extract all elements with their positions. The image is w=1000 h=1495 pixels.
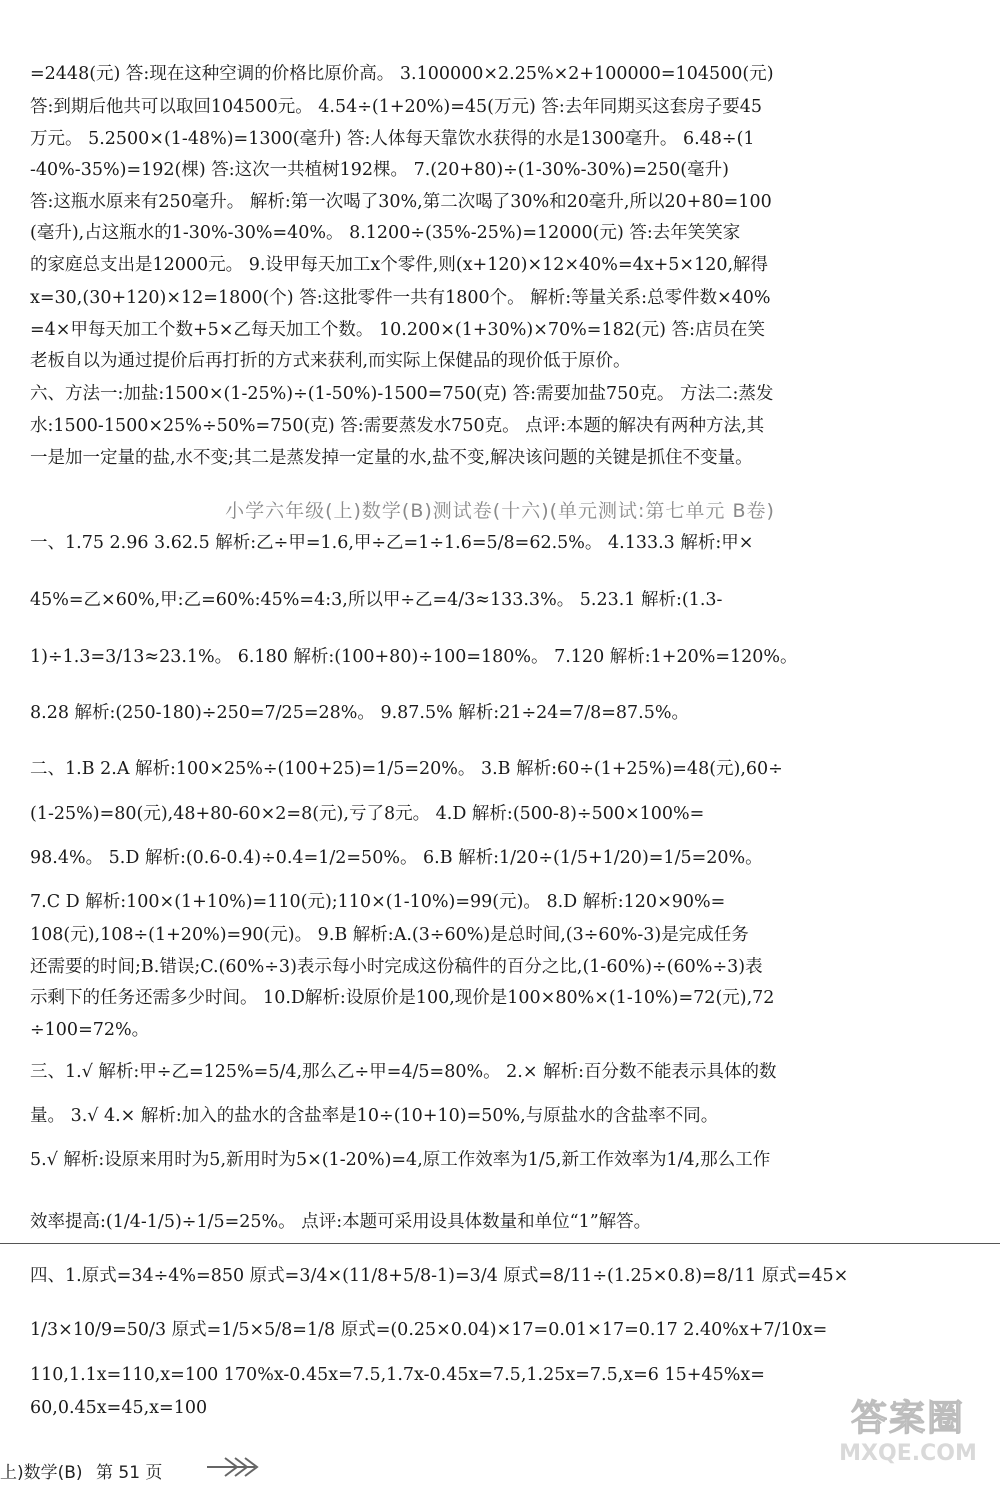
text-line: 5.√ 解析:设原来用时为5,新用时为5×(1-20%)=4,原工作效率为1/5,新工作效率为1/4,那么工作 [30,1150,771,1170]
text-line: 一是加一定量的盐,水不变;其二是蒸发掉一定量的水,盐不变,解决该问题的关键是抓住不变量。 [30,448,753,468]
text-line: 答:到期后他共可以取回104500元。 4.54÷(1+20%)=45(万元) 答:去年同期买这套房子要45 [30,97,763,117]
text-line: 水:1500-1500×25%÷50%=750(克) 答:需要蒸发水750克。 点评:本题的解决有两种方法,其 [30,416,765,436]
page-footer [0,1458,162,1483]
text-line: 60,0.45x=45,x=100 [30,1398,208,1418]
watermark-text: 答案圈 [850,1398,965,1439]
text-line: 108(元),108÷(1+20%)=90(元)。 9.B 解析:A.(3÷60%)是总时间,(3÷60%-3)是完成任务 [30,925,749,945]
text-line: 的家庭总支出是12000元。 9.设甲每天加工x个零件,则(x+120)×12×40%=4x+5×120,解得 [30,255,769,275]
text-line: 答:这瓶水原来有250毫升。 解析:第一次喝了30%,第二次喝了30%和20毫升,所以20+80=100 [30,192,772,212]
text-line: 二、1.B 2.A 解析:100×25%÷(100+25)=1/5=20%。 3.B 解析:60÷(1+25%)=48(元),60÷ [30,759,783,779]
text-line: 效率提高:(1/4-1/5)÷1/5=25%。 点评:本题可采用设具体数量和单位“1”解答。 [30,1212,652,1232]
divider [0,1243,1000,1244]
footer-subject: 上)数学(B) [0,1463,83,1483]
text-line: 110,1.1x=110,x=100 170%x-0.45x=7.5,1.7x-0.45x=7.5,1.25x=7.5,x=6 15+45%x= [30,1365,765,1385]
arrow-decoration-icon [205,1452,265,1482]
watermark-url: MXQE.COM [839,1441,977,1466]
text-line: (1-25%)=80(元),48+80-60×2=8(元),亏了8元。 4.D 解析:(500-8)÷500×100%= [30,804,705,824]
text-line: 一、1.75 2.96 3.62.5 解析:乙÷甲=1.6,甲÷乙=1÷1.6=5/8=62.5%。 4.133.3 解析:甲× [30,533,754,553]
text-line: 老板自以为通过提价后再打折的方式来获利,而实际上保健品的现价低于原价。 [30,351,631,371]
text-line: x=30,(30+120)×12=1800(个) 答:这批零件一共有1800个。 解析:等量关系:总零件数×40% [30,288,771,308]
text-line: 还需要的时间;B.错误;C.(60%÷3)表示每小时完成这份稿件的百分之比,(1-60%)÷(60%÷3)表 [30,957,763,977]
text-line: 六、方法一:加盐:1500×(1-25%)÷(1-50%)-1500=750(克) 答:需要加盐750克。 方法二:蒸发 [30,384,774,404]
text-line: 量。 3.√ 4.× 解析:加入的盐水的含盐率是10÷(10+10)=50%,与原盐水的含盐率不同。 [30,1106,719,1126]
text-line: 示剩下的任务还需多少时间。 10.D解析:设原价是100,现价是100×80%×(1-10%)=72(元),72 [30,988,775,1008]
text-line: 三、1.√ 解析:甲÷乙=125%=5/4,那么乙÷甲=4/5=80%。 2.× 解析:百分数不能表示具体的数 [30,1062,777,1082]
text-line: ÷100=72%。 [30,1020,150,1040]
text-line: (毫升),占这瓶水的1-30%-30%=40%。 8.1200÷(35%-25%)=12000(元) 答:去年笑笑家 [30,223,741,243]
text-line: 万元。 5.2500×(1-48%)=1300(毫升) 答:人体每天靠饮水获得的水是1300毫升。 6.48÷(1 [30,129,755,149]
text-line: 98.4%。 5.D 解析:(0.6-0.4)÷0.4=1/2=50%。 6.B 解析:1/20÷(1/5+1/20)=1/5=20%。 [30,848,763,868]
page-number: 第 51 页 [95,1463,163,1483]
section-title: 小学六年级(上)数学(B)测试卷(十六)(单元测试:第七单元 B卷) [225,500,775,522]
text-line: =4×甲每天加工个数+5×乙每天加工个数。 10.200×(1+30%)×70%=182(元) 答:店员在笑 [30,320,765,340]
text-line: 四、1.原式=34÷4%=850 原式=3/4×(11/8+5/8-1)=3/4 原式=8/11÷(1.25×0.8)=8/11 原式=45× [30,1266,849,1286]
text-line: 45%=乙×60%,甲:乙=60%:45%=4:3,所以甲÷乙=4/3≈133.3%。 5.23.1 解析:(1.3- [30,590,723,610]
text-line: 1/3×10/9=50/3 原式=1/5×5/8=1/8 原式=(0.25×0.04)×17=0.01×17=0.17 2.40%x+7/10x= [30,1320,828,1340]
text-line: -40%-35%)=192(棵) 答:这次一共植树192棵。 7.(20+80)÷(1-30%-30%)=250(毫升) [30,160,729,180]
text-line: 8.28 解析:(250-180)÷250=7/25=28%。 9.87.5% 解析:21÷24=7/8=87.5%。 [30,703,689,723]
text-line: 7.C D 解析:100×(1+10%)=110(元);110×(1-10%)=99(元)。 8.D 解析:120×90%= [30,892,726,912]
watermark-logo [828,1390,988,1490]
text-line: =2448(元) 答:现在这种空调的价格比原价高。 3.100000×2.25%×2+100000=104500(元) [30,64,774,84]
text-line: 1)÷1.3=3/13≈23.1%。 6.180 解析:(100+80)÷100=180%。 7.120 解析:1+20%=120%。 [30,647,798,667]
